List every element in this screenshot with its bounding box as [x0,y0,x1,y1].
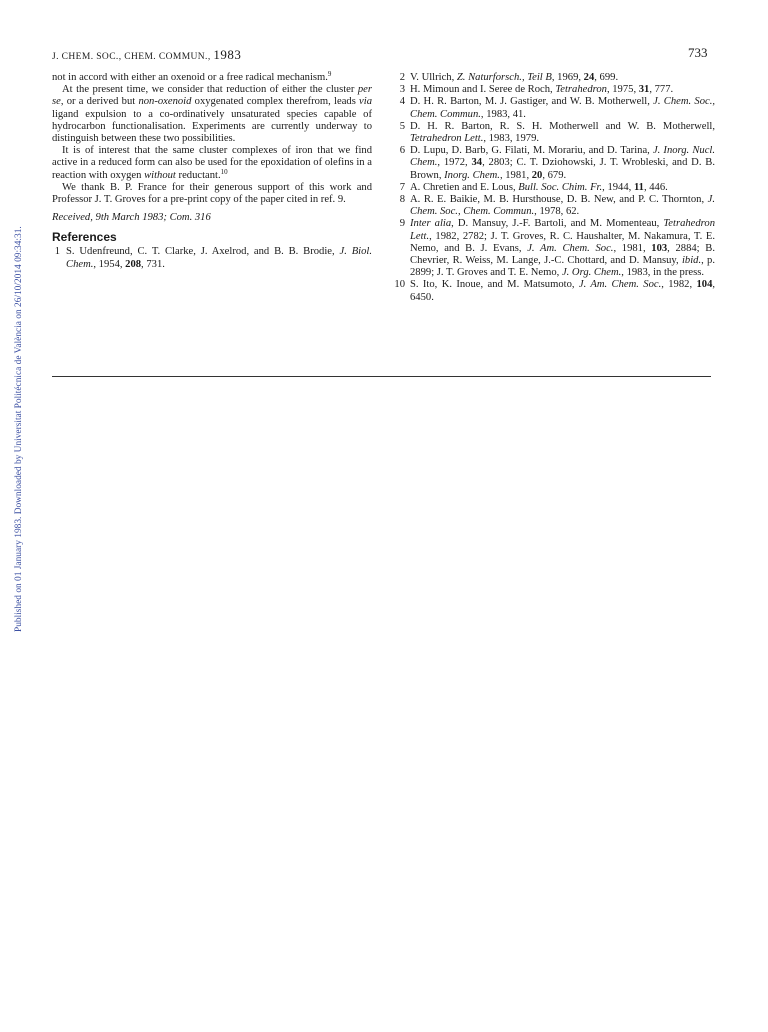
right-column [393,72,715,304]
reference-4: 4 D. H. R. Barton, M. J. Gastiger, and W. B. Motherwell, J. Chem. Soc., Chem. Commun., 1983, 41. [393,96,715,120]
reference-number: 7 [399,181,405,193]
reference-2: 2 V. Ullrich, Z. Naturforsch., Teil B, 1969, 24, 699. [393,72,715,84]
download-watermark-text: Published on 01 January 1983. Downloaded by Universitat Politécnica de València on 26/10/2014 09:34:31. [14,226,24,632]
reference-10: 10 S. Ito, K. Inoue, and M. Matsumoto, J. Am. Chem. Soc., 1982, 104, 6450. [394,279,716,303]
reference-number: 3 [399,84,405,96]
journal-name: J. CHEM. SOC., CHEM. COMMUN., [52,52,214,62]
download-watermark [1,160,24,632]
reference-number: 9 [399,218,405,230]
references-heading: References [52,230,117,245]
acknowledgements: We thank B. P. France for their generous support of this work and Professor J. T. Groves for a pre-print copy of the paper cited in ref. 9. [52,181,372,206]
reference-9: 9 Inter alia, D. Mansuy, J.-F. Bartoli, and M. Momenteau, Tetrahedron Lett., 1982, 2782; J. T. Groves, R. C. Haushalter, M. Nakamura, T. E. Nemo, and B. J. Evans, J. Am. Chem. Soc., 1981, 103, 2884; B. Chevrier, R. Weiss, M. Lange, J.-C. Chottard, and D. Mansuy, ibid., p. 2899; J. T. Groves and T. E. Nemo, J. Org. Chem., 1983, in the press. [393,218,715,279]
reference-3: 3 H. Mimoun and I. Seree de Roch, Tetrahedron, 1975, 31, 777. [393,84,715,96]
citation-10: 10 [220,167,228,176]
section-divider [52,376,711,377]
citation-9: 9 [327,70,332,78]
journal-year: 1983 [213,47,242,62]
reference-number: 4 [399,96,405,108]
reference-number: 1 [54,246,60,258]
reference-6: 6 D. Lupu, D. Barb, G. Filati, M. Morariu, and D. Tarina, J. Inorg. Nucl. Chem., 1972, 34, 2803; C. T. Dziohowski, J. T. Wrobleski, and D. B. Brown, Inorg. Chem., 1981, 20, 679. [393,145,715,182]
paragraph-1: not in accord with either an oxenoid or a free radical mechanism.$^9$ [52,70,332,83]
reference-8: 8 A. R. E. Baikie, M. B. Hursthouse, D. B. New, and P. C. Thornton, J. Chem. Soc., Chem. Commun., 1978, 62. [393,194,715,218]
received-date: Received, 9th March 1983; Com. 316 [52,212,211,224]
left-column [52,72,372,271]
reference-7: 7 A. Chretien and E. Lous, Bull. Soc. Chim. Fr., 1944, 11, 446. [393,182,715,194]
reference-number: 8 [399,194,405,206]
running-header [52,47,241,63]
reference-number: 2 [399,72,405,83]
reference-number: 10 [394,279,405,291]
paragraph-3: It is of interest that the same cluster complexes of iron that we find active in a reduced form can also be used for the epoxidation of olefins in a reaction with oxygen without reductant.$^{10}$ [52,145,372,181]
page-number: 733 [688,45,708,60]
reference-5: 5 D. H. R. Barton, R. S. H. Motherwell and W. B. Motherwell, Tetrahedron Lett., 1983, 1979. [393,121,715,145]
reference-1: 1 S. Udenfreund, C. T. Clarke, J. Axelrod, and B. B. Brodie, J. Biol. Chem., 1954, 208, 731. [52,246,372,270]
reference-number: 6 [399,145,405,157]
reference-number: 5 [399,120,405,132]
paragraph-2: At the present time, we consider that reduction of either the cluster per se, or a derived but non-oxenoid oxygenated complex therefrom, leads via ligand expulsion to a co-ordinatively unsaturated species capable of hydrocarbon functionalisation. Experiments are currently underway to distinguish between these two possibilities. [52,84,372,145]
